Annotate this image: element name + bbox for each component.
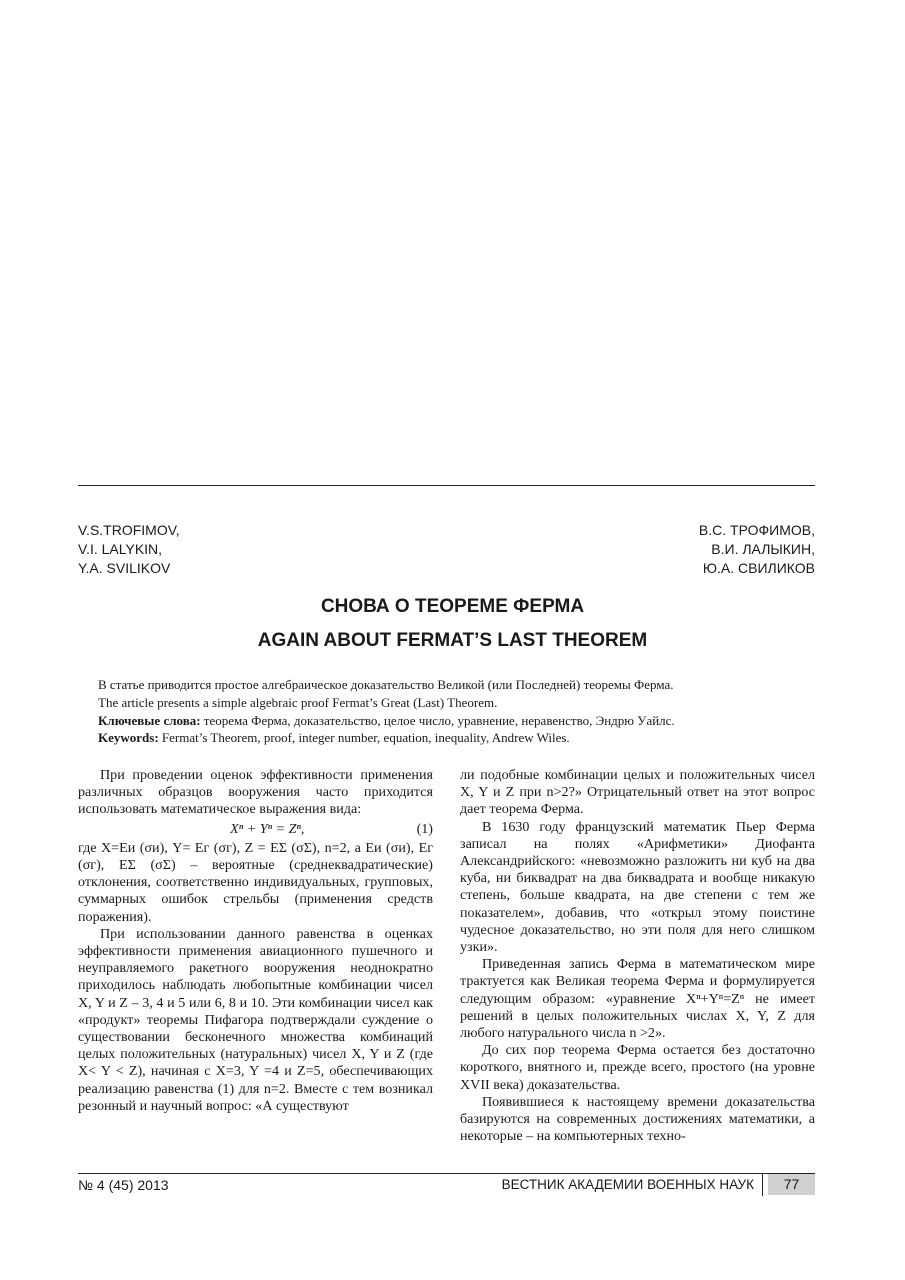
author-name: Y.A. SVILIKOV [78, 560, 171, 576]
authors-english [78, 521, 180, 578]
column-left [78, 767, 433, 1115]
abstract-english: The article presents a simple algebraic proof Fermat’s Great (Last) Theorem. [98, 694, 498, 710]
author-name: V.I. LALYKIN, [78, 541, 163, 557]
journal-name: ВЕСТНИК АКАДЕМИИ ВОЕННЫХ НАУК [501, 1177, 754, 1192]
paragraph: В 1630 году французский математик Пьер Ферма записал на полях «Арифметики» Диофанта Александрийского: «невозможно разложить ни куб на два куба, ни биквадрат на два биквадрата и вообще никакую степень, больше квадрата, на две степени с тем же показателем», добавив, что «открыл этому поистине чудесное доказательство, но эти поля для него слишком узки». [460, 818, 815, 956]
author-name: В.И. ЛАЛЫКИН, [711, 541, 815, 557]
abstract [98, 676, 778, 747]
header-rule [78, 485, 815, 486]
equation [78, 821, 433, 838]
footer-divider [762, 1174, 763, 1196]
paragraph: ли подобные комбинации целых и положительных чисел X, Y и Z при n>2?» Отрицательный ответ на этот вопрос дает теорема Ферма. [460, 767, 815, 818]
paragraph: При проведении оценок эффективности применения различных образцов вооружения часто приходится использовать математическое выражения вида: [78, 767, 433, 818]
paragraph: Приведенная запись Ферма в математическом мире трактуется как Великая теорема Ферма и формулируется следующим образом: «уравнение Xⁿ+Yⁿ=Zⁿ не имеет решений в целых положительных числах X, Y, Z для любого натурального числа n >2». [460, 956, 815, 1042]
author-name: Ю.А. СВИЛИКОВ [702, 560, 815, 576]
authors-russian [699, 521, 815, 578]
article-titles [0, 594, 905, 654]
issue-number: № 4 (45) 2013 [78, 1177, 169, 1193]
column-right [460, 767, 815, 1145]
page-number: 77 [768, 1174, 815, 1195]
abstract-russian: В статье приводится простое алгебраическое доказательство Великой (или Последней) теоремы Ферма. [98, 677, 674, 692]
paragraph: При использовании данного равенства в оценках эффективности применения авиационного пушечного и неуправляемого ракетного вооружения неоднократно приходилось наблюдать любопытные комбинации чисел X, Y и Z – 3, 4 и 5 или 6, 8 и 10. Эти комбинации чисел как «продукт» теоремы Пифагора подтверждали суждение о существовании бесконечного множества комбинаций целых положительных (натуральных) чисел X, Y и Z (где X< Y < Z), начиная с X=3, Y =4 и Z=5, обеспечивающих реализацию равенства (1) для n=2. Вместе с тем возникал резонный и научный вопрос: «А существуют [78, 925, 433, 1114]
paragraph: где X=Eи (σи), Y= Eг (σг), Z = EΣ (σΣ), n=2, а Eи (σи), Eг (σг), EΣ (σΣ) – вероятные (среднеквадратические) отклонения, соответственно индивидуальных, групповых, суммарных ошибок стрельбы (применения средств поражения). [78, 839, 433, 925]
keywords-text: теорема Ферма, доказательство, целое число, уравнение, неравенство, Эндрю Уайлс. [200, 712, 675, 728]
equation-number: (1) [416, 820, 433, 837]
paragraph: До сих пор теорема Ферма остается без достаточно короткого, внятного и, прежде всего, простого (на уровне XVII века) доказательства. [460, 1042, 815, 1093]
author-name: V.S.TROFIMOV, [78, 522, 180, 538]
equation-expression: Xⁿ + Yⁿ = Zⁿ, [230, 820, 305, 837]
author-name: В.С. ТРОФИМОВ, [698, 522, 815, 538]
keywords-label: Keywords: [98, 730, 159, 746]
keywords-russian [98, 712, 778, 730]
title-english: AGAIN ABOUT FERMAT’S LAST THEOREM [257, 630, 648, 651]
keywords-text: Fermat’s Theorem, proof, integer number, equation, inequality, Andrew Wiles. [158, 730, 570, 746]
paragraph: Появившиеся к настоящему времени доказательства базируются на современных достижениях математики, а некоторые – на компьютерных техно- [460, 1093, 815, 1145]
keywords-label: Ключевые слова: [98, 712, 201, 728]
title-russian: СНОВА О ТЕОРЕМЕ ФЕРМА [320, 596, 585, 617]
keywords-english [98, 729, 778, 747]
footer-rule [78, 1173, 815, 1174]
